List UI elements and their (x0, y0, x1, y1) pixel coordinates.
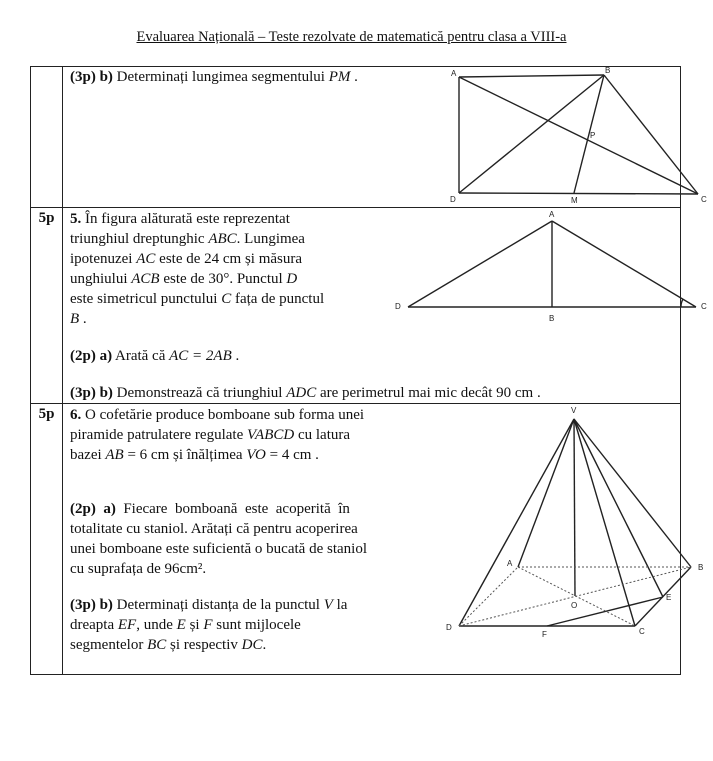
label-V: V (571, 406, 577, 415)
question-6b: (3p) b) Determinați distanța de la punctul V la dreapta EF, unde E și F sunt mijlocele segmentelor BC și respectiv DC. (70, 597, 348, 653)
label-C: C (701, 195, 707, 204)
label-A: A (549, 210, 555, 219)
label-B: B (605, 66, 611, 75)
label-O: O (571, 601, 578, 610)
label-M: M (571, 196, 578, 205)
points-cell: 5p (31, 208, 63, 404)
problem-6-statement: 6. O cofetărie produce bomboane sub forma unei piramide patrulatere regulate VABCD cu latura bazei AB = 6 cm și înălțimea VO = 4 cm . (70, 407, 365, 463)
question-4b: (3p) b) Determinați lungimea segmentului PM . (70, 69, 358, 85)
label-B: B (698, 563, 704, 572)
problem-row-6 (31, 404, 681, 675)
problem-5-statement: 5. În figura alăturată este reprezentat triunghiul dreptunghic ABC. Lungimea ipotenuzei AC este de 24 cm și măsura unghiului ACB este de 30°. Punctul D este simetricul punctului C fața de punctul B . (70, 211, 325, 327)
points-cell (31, 67, 63, 208)
label-D: D (450, 195, 456, 204)
label-C: C (701, 302, 707, 311)
label-P: P (590, 131, 596, 140)
label-F: F (542, 630, 547, 639)
content-cell (63, 208, 707, 404)
label-D: D (446, 623, 452, 632)
page-header: Evaluarea Națională – Teste rezolvate de matematică pentru clasa a VIII-a (136, 29, 567, 45)
problems-table (30, 66, 707, 675)
problem-row-4b (31, 67, 681, 208)
question-5a: (2p) a) Arată că AC = 2AB . (70, 348, 240, 364)
label-B: B (549, 314, 555, 323)
triangle-figure (383, 208, 713, 333)
content-cell (63, 66, 707, 208)
question-6a: (2p) a) Fiecare bomboană este acoperită în totalitate cu staniol. Arătați că pentru acoperirea unei bomboane este suficientă o bucată de staniol cu suprafața de 96cm². (70, 501, 367, 577)
label-D: D (395, 302, 401, 311)
label-E: E (666, 593, 672, 602)
problem-row-5 (31, 208, 681, 404)
rectangle-figure (423, 67, 713, 207)
points-cell: 5p (31, 404, 63, 675)
pyramid-figure (438, 404, 713, 674)
label-A: A (451, 69, 457, 78)
label-A: A (507, 559, 513, 568)
content-cell (63, 404, 704, 675)
question-5b: (3p) b) Demonstrează că triunghiul ADC are perimetrul mai mic decât 90 cm . (70, 385, 541, 401)
label-C: C (639, 627, 645, 636)
